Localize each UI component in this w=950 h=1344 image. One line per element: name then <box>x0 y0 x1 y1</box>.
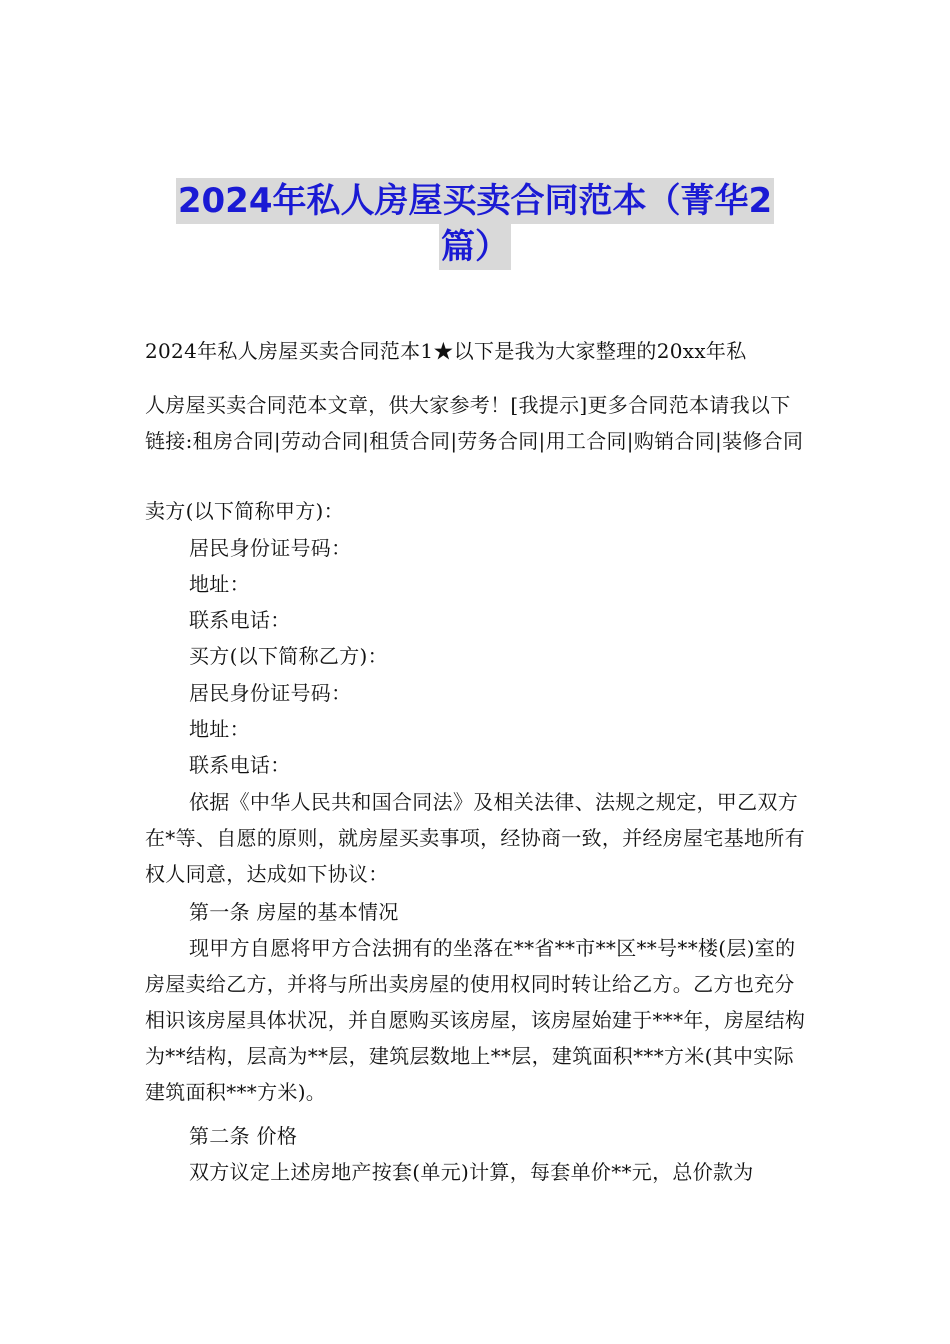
article-1-body: 现甲方自愿将甲方合法拥有的坐落在**省**市**区**号**楼(层)室的房屋卖给乙方，并将与所出卖房屋的使用权同时转让给乙方。乙方也充分相识该房屋具体状况，并自愿购买该房屋，该房屋始建于***年，房屋结构为**结构，层高为**层，建筑层数地上**层，建筑面积***方米(其中实际建筑面积***方米)。 <box>145 936 806 1104</box>
document-title <box>140 178 810 270</box>
buyer-heading: 买方(以下简称乙方)： <box>189 644 388 668</box>
article-2-body: 双方议定上述房地产按套(单元)计算，每套单价**元，总价款为 <box>189 1160 754 1184</box>
intro-paragraph <box>145 333 810 459</box>
intro-rest: 人房屋买卖合同范本文章，供大家参考！[我提示]更多合同范本请我以下链接:租房合同|劳动合同|租赁合同|劳务合同|用工合同|购销合同|装修合同 <box>145 393 804 453</box>
buyer-phone-label: 联系电话： <box>189 753 291 777</box>
seller-id-label: 居民身份证号码： <box>189 536 352 560</box>
intro-first-line: 2024年私人房屋买卖合同范本1★以下是我为大家整理的20xx年私 <box>145 339 747 363</box>
title-line-1: 2024年私人房屋买卖合同范本（菁华2 <box>176 178 774 224</box>
article-2-title: 第二条 价格 <box>189 1124 298 1148</box>
buyer-address-label: 地址： <box>189 717 250 741</box>
buyer-id-label: 居民身份证号码： <box>189 681 352 705</box>
seller-phone-label: 联系电话： <box>189 608 291 632</box>
title-line-2: 篇） <box>439 224 511 270</box>
basis-paragraph: 依据《中华人民共和国合同法》及相关法律、法规之规定，甲乙双方在*等、自愿的原则，就房屋买卖事项，经协商一致，并经房屋宅基地所有权人同意，达成如下协议： <box>145 790 805 886</box>
seller-address-label: 地址： <box>189 572 250 596</box>
article-1-title: 第一条 房屋的基本情况 <box>189 900 399 924</box>
seller-heading: 卖方(以下简称甲方)： <box>145 499 344 523</box>
